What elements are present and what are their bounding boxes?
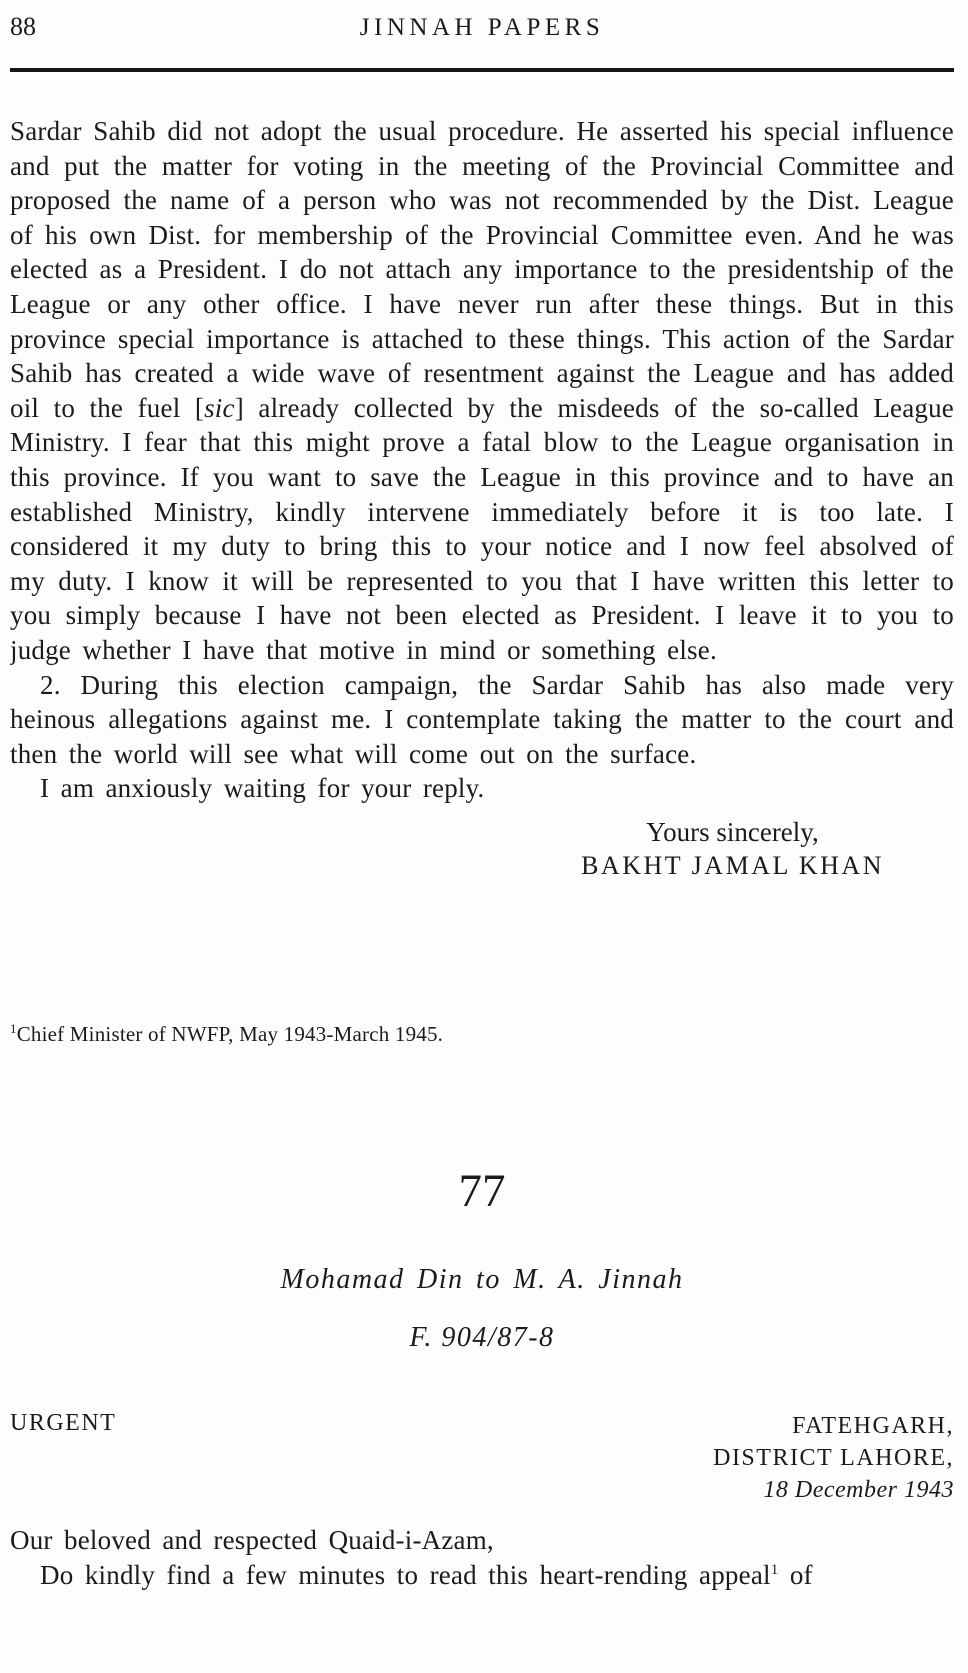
place-line-2: DISTRICT LAHORE, [713, 1445, 954, 1471]
footnote-text: Chief Minister of NWFP, May 1943-March 1945. [16, 1022, 444, 1046]
urgent-label: URGENT [10, 1410, 117, 1436]
footnote [10, 1022, 954, 1106]
signature-block [581, 816, 884, 882]
salutation-line: Our beloved and respected Quaid-i-Azam, [10, 1525, 494, 1555]
page-number: 88 [10, 12, 36, 41]
document-meta-row [10, 1410, 954, 1506]
closing-line: Yours sincerely, [646, 816, 819, 847]
document-reference: F. 904/87-8 [409, 1322, 555, 1353]
page-header [10, 0, 954, 48]
opening-footnote-marker: 1 [770, 1561, 779, 1578]
opening-line [10, 1558, 954, 1593]
place-line-1: FATEHGARH, [792, 1413, 954, 1439]
place-date-block [713, 1410, 954, 1506]
signature-name: BAKHT JAMAL KHAN [581, 850, 884, 880]
document-number-heading: 77 [458, 1165, 506, 1217]
letter-paragraph-1 [10, 114, 954, 668]
letter-body [10, 72, 954, 1022]
paragraph-1-text-after-sic: ] already collected by the misdeeds of the so-called League Ministry. I fear that this might prove a fatal blow to the League organisation in this province. If you want to save the League in this province and to have an established Ministry, kindly intervene immediately before it is too late. I considered it my duty to bring this to your notice and I now feel absolved of my duty. I know it will be represented to you that I have written this letter to you simply because I have not been elected as President. I leave it to you to judge whether I have that motive in mind or something else. [10, 392, 954, 665]
letter-paragraph-2: 2. During this election campaign, the Sardar Sahib has also made very heinous allegations against me. I contemplate taking the matter to the court and then the world will see what will come out on the surface. [10, 669, 954, 769]
running-title: JINNAH PAPERS [359, 14, 605, 41]
letter-paragraph-3: I am anxiously waiting for your reply. [40, 773, 485, 804]
date-line: 18 December 1943 [763, 1477, 954, 1503]
document-77-section [10, 1164, 954, 1592]
sic-annotation: sic [204, 392, 235, 423]
footnote-marker: 1 [10, 1021, 17, 1036]
opening-text-after: of [778, 1559, 813, 1590]
document-title: Mohamad Din to M. A. Jinnah [280, 1264, 684, 1295]
opening-text: Do kindly find a few minutes to read this heart-rending appeal [40, 1559, 771, 1590]
paragraph-1-text-before-sic: Sardar Sahib did not adopt the usual procedure. He asserted his special influence and put the matter for voting in the meeting of the Provincial Committee and proposed the name of a person who was not recommended by the Dist. League of his own Dist. for membership of the Provincial Committee even. And he was elected as a President. I do not attach any importance to the presidentship of the League or any other office. I have never run after these things. But in this province special importance is attached to these things. This action of the Sardar Sahib has created a wide wave of resentment against the League and has added oil to the fuel [ [10, 116, 954, 423]
